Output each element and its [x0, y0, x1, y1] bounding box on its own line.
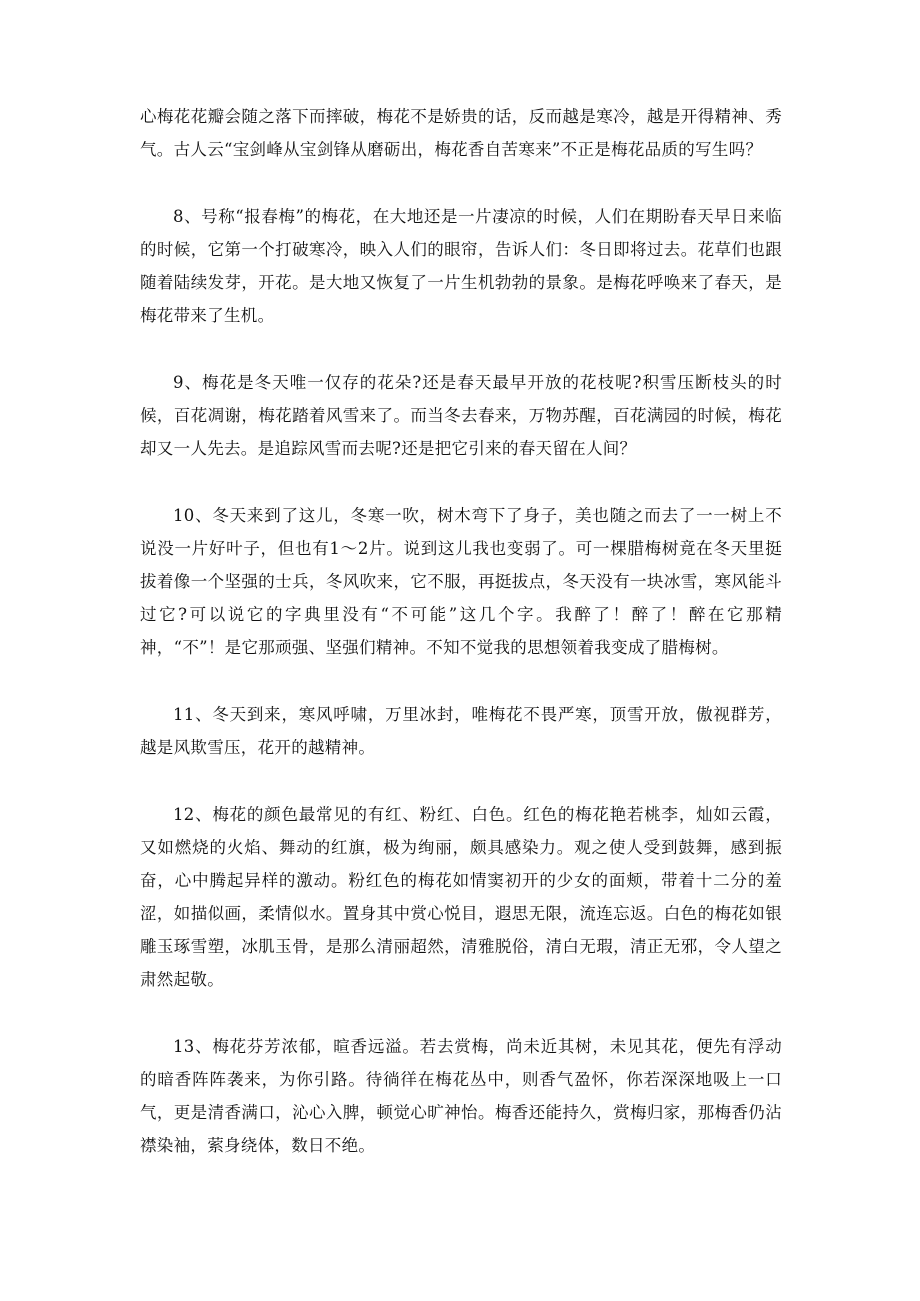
paragraph-item-8: 8、号称“报春梅”的梅花，在大地还是一片凄凉的时候，人们在期盼春天早日来临的时候，它第一个打破寒冷，映入人们的眼帘，告诉人们：冬日即将过去。花草们也跟随着陆续发芽，开花。是大地又恢复了一片生机勃勃的景象。是梅花呼唤来了春天，是梅花带来了生机。 — [140, 207, 782, 325]
document-page — [140, 100, 782, 1162]
paragraph-item-11: 11、冬天到来，寒风呼啸，万里冰封，唯梅花不畏严寒，顶雪开放，傲视群芳，越是风欺雪压，花开的越精神。 — [140, 705, 782, 757]
paragraph-item-13: 13、梅花芬芳浓郁，暄香远溢。若去赏梅，尚未近其树，未见其花，便先有浮动的暗香阵阵袭来，为你引路。待徜徉在梅花丛中，则香气盈怀，你若深深地吸上一口气，更是清香满口，沁心入脾，顿觉心旷神怡。梅香还能持久，赏梅归家，那梅香仍沾襟染袖，萦身绕体，数日不绝。 — [140, 1037, 782, 1155]
paragraph-item-12: 12、梅花的颜色最常见的有红、粉红、白色。红色的梅花艳若桃李，灿如云霞，又如燃烧的火焰、舞动的红旗，极为绚丽，颇具感染力。观之使人受到鼓舞，感到振奋，心中腾起异样的激动。粉红色的梅花如情窦初开的少女的面颊，带着十二分的羞涩，如描似画，柔情似水。置身其中赏心悦目，遐思无限，流连忘返。白色的梅花如银雕玉琢雪塑，冰肌玉骨，是那么清丽超然，清雅脱俗，清白无瑕，清正无邪，令人望之肃然起敬。 — [140, 805, 782, 989]
paragraph-continuation: 心梅花花瓣会随之落下而摔破，梅花不是娇贵的话，反而越是寒冷，越是开得精神、秀气。古人云“宝剑峰从宝剑锋从磨砺出，梅花香自苦寒来”不正是梅花品质的写生吗？ — [140, 107, 782, 159]
paragraph-item-10: 10、冬天来到了这儿，冬寒一吹，树木弯下了身子，美也随之而去了一一树上不说没一片好叶子，但也有1～2片。说到这儿我也变弱了。可一棵腊梅树竟在冬天里挺拔着像一个坚强的士兵，冬风吹来，它不服，再挺拔点，冬天没有一块冰雪，寒风能斗过它?可以说它的字典里没有“不可能”这几个字。我醉了！醉了！醉在它那精神，“不”！是它那顽强、坚强们精神。不知不觉我的思想领着我变成了腊梅树。 — [140, 506, 782, 657]
paragraph-item-9: 9、梅花是冬天唯一仅存的花朵?还是春天最早开放的花枝呢?积雪压断枝头的时候，百花凋谢，梅花踏着风雪来了。而当冬去春来，万物苏醒，百花满园的时候，梅花却又一人先去。是追踪风雪而去呢?还是把它引来的春天留在人间？ — [140, 373, 782, 458]
